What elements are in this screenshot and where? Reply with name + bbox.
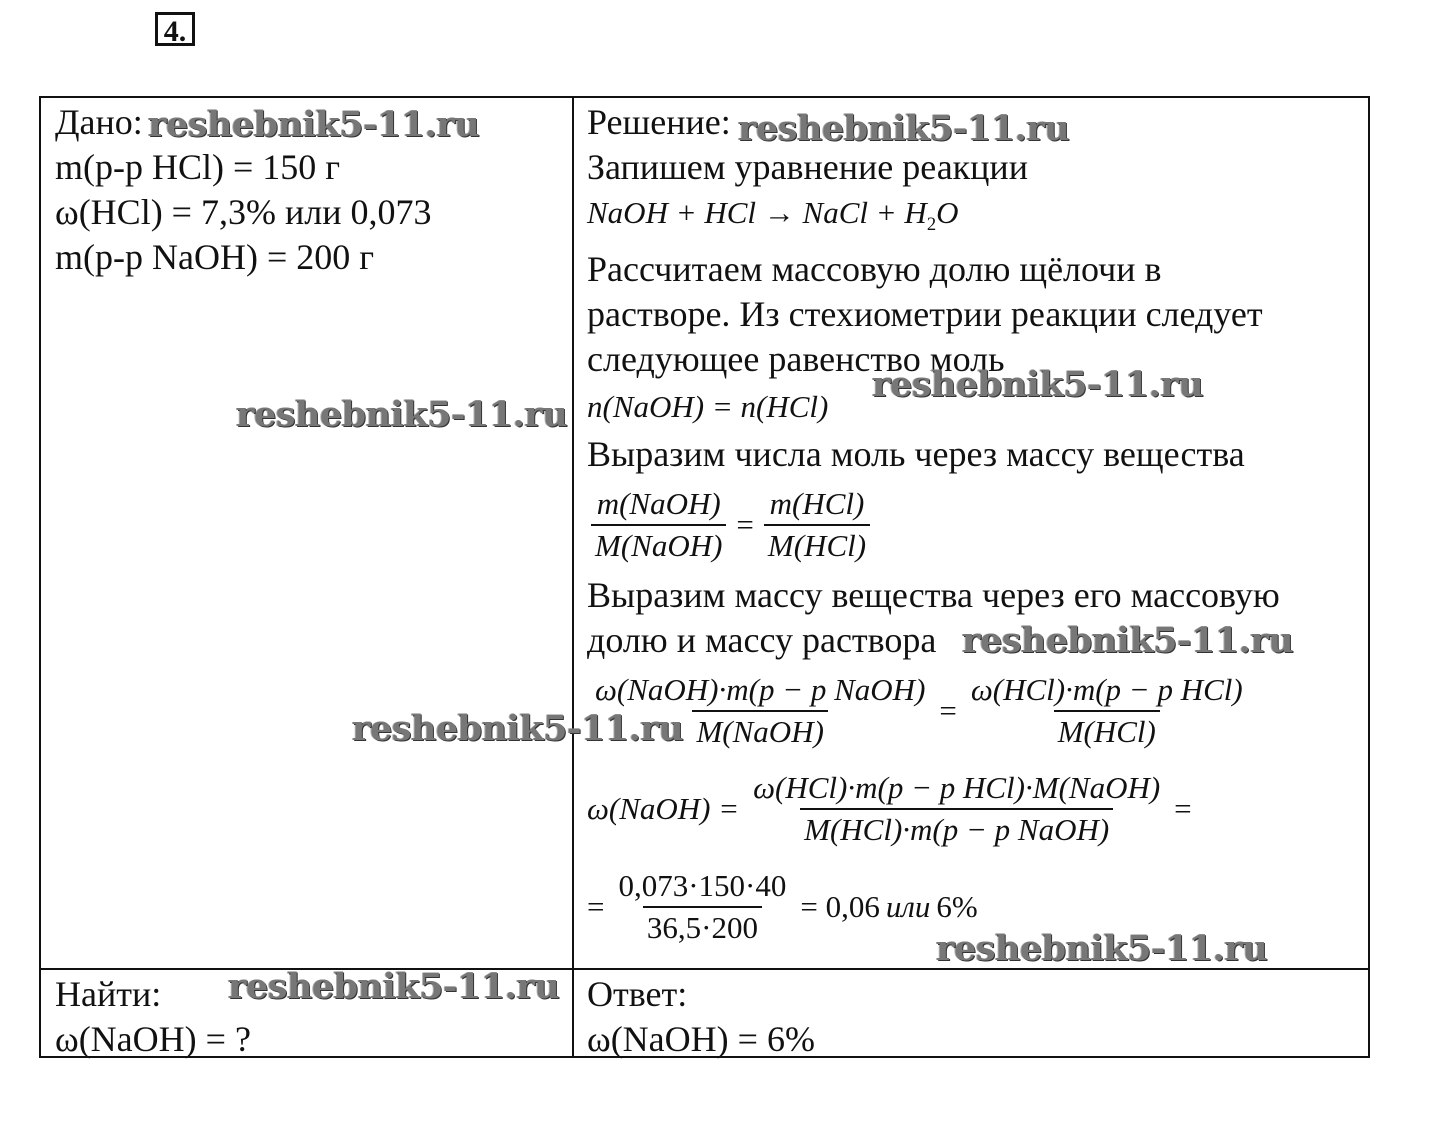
answer-line: ω(NaOH) = 6%: [587, 1019, 815, 1059]
column-divider: [572, 98, 574, 1056]
watermark: reshebnik5-11.ru: [236, 394, 568, 435]
moles-equation: n(NaOH) = n(HCl): [587, 389, 829, 425]
solution-text: Выразим числа моль через массу вещества: [587, 434, 1245, 475]
solution-cell: [587, 100, 1362, 955]
solution-text: долю и массу раствора: [587, 620, 937, 661]
fraction-equation: $\frac{\text{ω(NaOH)·m(p − p NaOH)}}{\text{M(NaOH)}}$ = $\frac{\text{ω(HCl)·m(p − p HCl)}}{\text{M(HCl)}}$: [595, 672, 1243, 750]
watermark: reshebnik5-11.ru: [962, 620, 1294, 661]
omega-equation: ω(NaOH) = $\frac{\text{ω(HCl)·m(p − p HCl)·M(NaOH)}}{\text{M(HCl)·m(p − p NaOH)}}$ =: [587, 770, 1192, 848]
solution-text: Выразим массу вещества через его массовую: [587, 575, 1280, 616]
watermark: reshebnik5-11.ru: [872, 364, 1204, 405]
watermark: reshebnik5-11.ru: [148, 104, 480, 145]
answer-cell: [587, 972, 1362, 1062]
watermark: reshebnik5-11.ru: [352, 708, 684, 749]
mass-equation: $\frac{\text{m(NaOH)}}{\text{M(NaOH)}}$ = $\frac{\text{m(HCl)}}{\text{M(HCl)}}$: [587, 477, 1362, 573]
given-line: ω(HCl) = 7,3% или 0,073: [55, 192, 432, 232]
solution-text: следующее равенство моль: [587, 339, 1005, 380]
watermark: reshebnik5-11.ru: [936, 928, 1268, 969]
problem-number: 4.: [155, 12, 195, 46]
given-line: m(р-р HCl) = 150 г: [55, 147, 341, 187]
solution-text: Рассчитаем массовую долю щёлочи в: [587, 249, 1162, 290]
solution-table: [39, 96, 1370, 1058]
reaction-equation: NaOH + HCl → NaCl + $H_2O$: [587, 195, 959, 236]
find-line: ω(NaOH) = ?: [55, 1019, 251, 1059]
watermark: reshebnik5-11.ru: [228, 966, 560, 1007]
given-header: Дано:: [55, 102, 143, 142]
solution-text: Запишем уравнение реакции: [587, 147, 1028, 187]
solution-header: Решение:: [587, 102, 731, 142]
given-line: m(р-р NaOH) = 200 г: [55, 237, 375, 277]
answer-header: Ответ:: [587, 974, 688, 1014]
solution-text: растворе. Из стехиометрии реакции следует: [587, 294, 1263, 335]
find-header: Найти:: [55, 974, 162, 1014]
calc-equation: = $\frac{0,073\cdot 150\cdot 40}{36,5\cdot 200}$ = 0,06 или 6%: [587, 868, 978, 946]
watermark: reshebnik5-11.ru: [738, 108, 1070, 149]
